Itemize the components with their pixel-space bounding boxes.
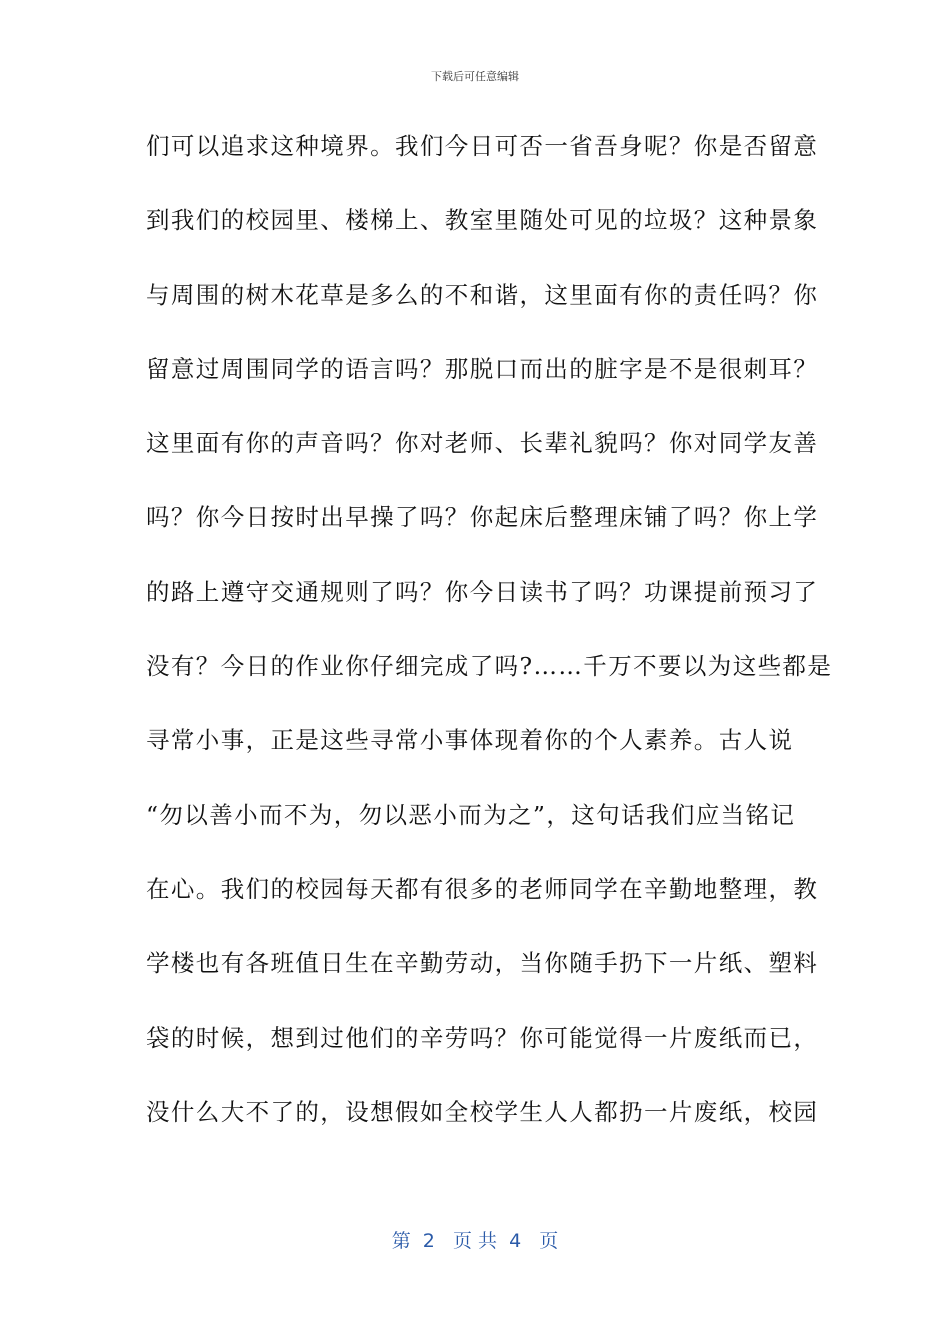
page-number-footer: 第 2 页 共 4 页 [391, 1230, 559, 1252]
body-line: 到我们的校园里、楼梯上、教室里随处可见的垃圾？这种景象 [146, 206, 819, 235]
body-line: 没什么大不了的，设想假如全校学生人人都扔一片废纸，校园 [146, 1097, 819, 1126]
body-line: 留意过周围同学的语言吗？那脱口而出的脏字是不是很刺耳？ [146, 354, 819, 383]
body-line: 袋的时候，想到过他们的辛劳吗？你可能觉得一片废纸而已， [146, 1023, 819, 1052]
body-line: 与周围的树木花草是多么的不和谐，这里面有你的责任吗？你 [146, 280, 819, 309]
document-body [146, 124, 833, 1164]
body-line: 们可以追求这种境界。我们今日可否一省吾身呢？你是否留意 [146, 132, 819, 160]
body-line: 这里面有你的声音吗？你对老师、长辈礼貌吗？你对同学友善 [146, 429, 819, 458]
body-line: 寻常小事，正是这些寻常小事体现着你的个人素养。古人说 [146, 726, 794, 755]
body-line: 没有？今日的作业你仔细完成了吗?……千万不要以为这些都是 [146, 652, 833, 681]
body-line: 的路上遵守交通规则了吗？你今日读书了吗？功课提前预习了 [146, 577, 819, 606]
body-line: 在心。我们的校园每天都有很多的老师同学在辛勤地整理，教 [146, 874, 819, 903]
body-line: 吗？你今日按时出早操了吗？你起床后整理床铺了吗？你上学 [146, 503, 819, 532]
page-header-note: 下载后可任意编辑 [431, 70, 519, 83]
body-line: “勿以善小而不为，勿以恶小而为之”，这句话我们应当铭记 [146, 800, 796, 829]
body-line: 学楼也有各班值日生在辛勤劳动，当你随手扔下一片纸、塑料 [146, 949, 819, 978]
